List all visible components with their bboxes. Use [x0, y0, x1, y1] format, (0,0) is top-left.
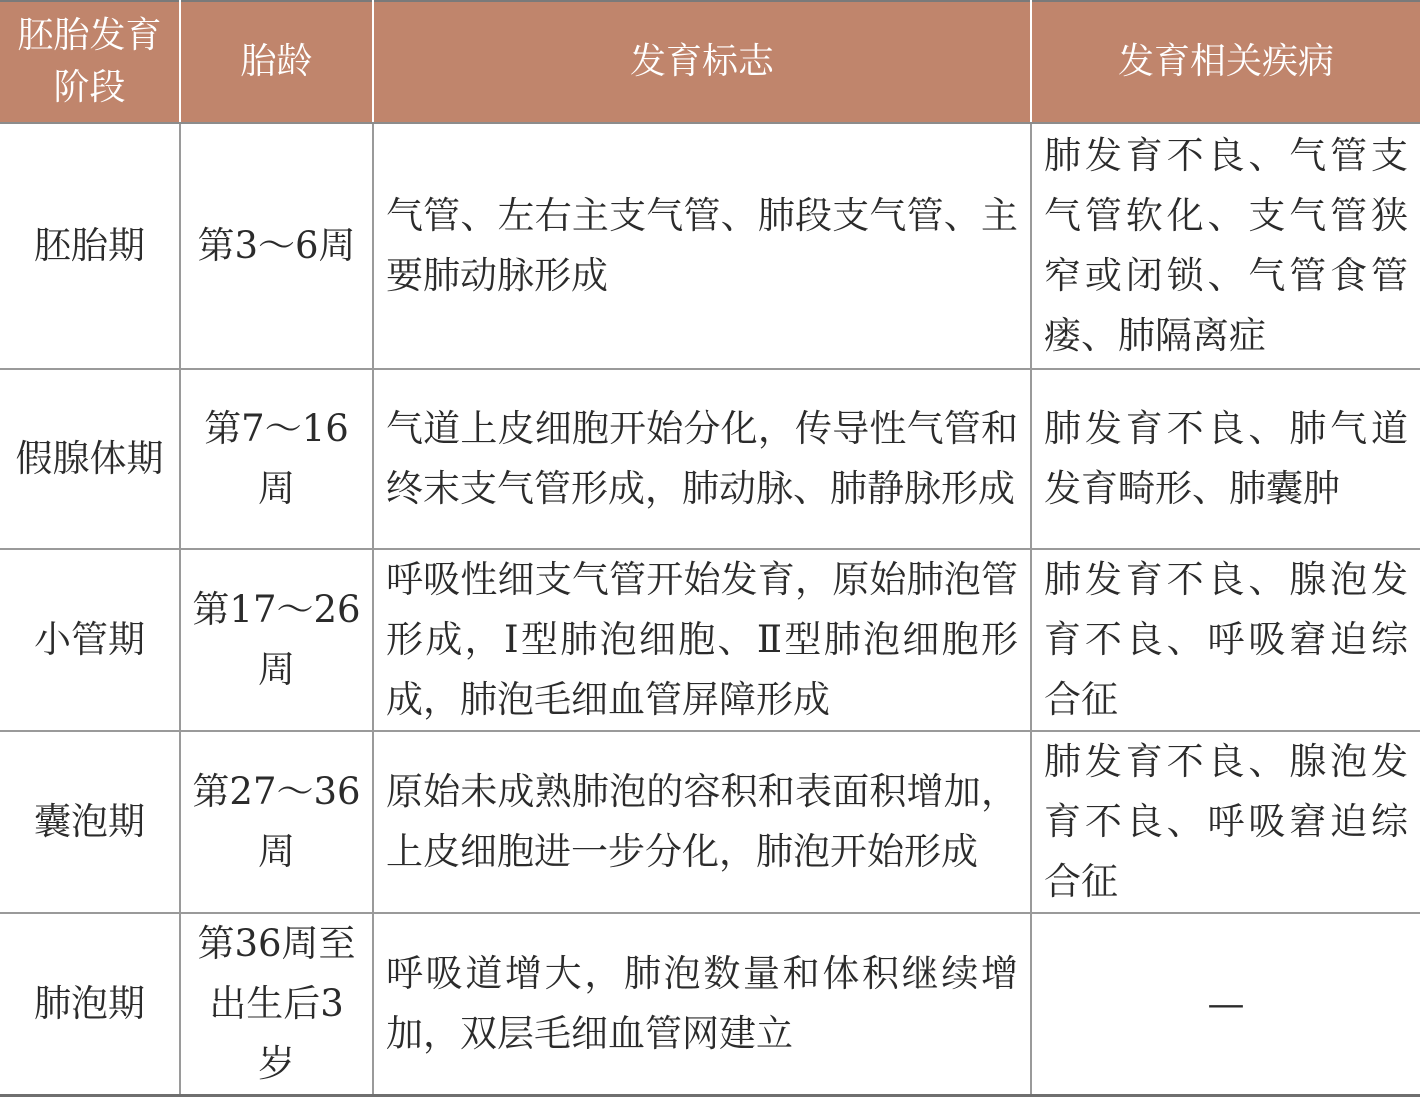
markers-cell: 气道上皮细胞开始分化，传导性气管和终末支气管形成，肺动脉、肺静脉形成: [373, 369, 1031, 549]
header-related-diseases: 发育相关疾病: [1031, 1, 1420, 123]
header-development-markers: 发育标志: [373, 1, 1031, 123]
stage-cell: 假腺体期: [0, 369, 180, 549]
diseases-cell: 肺发育不良、腺泡发育不良、呼吸窘迫综合征: [1031, 549, 1420, 731]
stage-cell: 肺泡期: [0, 913, 180, 1096]
header-gestational-age: 胎龄: [180, 1, 373, 123]
diseases-cell: 肺发育不良、腺泡发育不良、呼吸窘迫综合征: [1031, 731, 1420, 913]
age-cell: 第27～36周: [180, 731, 373, 913]
age-cell: 第17～26周: [180, 549, 373, 731]
diseases-cell: 肺发育不良、肺气道发育畸形、肺囊肿: [1031, 369, 1420, 549]
markers-cell: 呼吸道增大，肺泡数量和体积继续增加，双层毛细血管网建立: [373, 913, 1031, 1096]
age-cell: 第7～16周: [180, 369, 373, 549]
age-cell: 第3～6周: [180, 123, 373, 369]
age-cell: 第36周至出生后3岁: [180, 913, 373, 1096]
table-row: [0, 731, 1420, 913]
table-row: [0, 369, 1420, 549]
table-row: [0, 913, 1420, 1096]
table-row: [0, 549, 1420, 731]
markers-cell: 呼吸性细支气管开始发育，原始肺泡管形成，Ⅰ型肺泡细胞、Ⅱ型肺泡细胞形成，肺泡毛细血管屏障形成: [373, 549, 1031, 731]
markers-cell: 气管、左右主支气管、肺段支气管、主要肺动脉形成: [373, 123, 1031, 369]
header-stage: 胚胎发育阶段: [0, 1, 180, 123]
diseases-cell: 肺发育不良、气管支气管软化、支气管狭窄或闭锁、气管食管瘘、肺隔离症: [1031, 123, 1420, 369]
table-row: [0, 123, 1420, 369]
markers-cell: 原始未成熟肺泡的容积和表面积增加，上皮细胞进一步分化，肺泡开始形成: [373, 731, 1031, 913]
stage-cell: 胚胎期: [0, 123, 180, 369]
stage-cell: 小管期: [0, 549, 180, 731]
stage-cell: 囊泡期: [0, 731, 180, 913]
table-header-row: [0, 1, 1420, 123]
diseases-cell: —: [1031, 913, 1420, 1096]
